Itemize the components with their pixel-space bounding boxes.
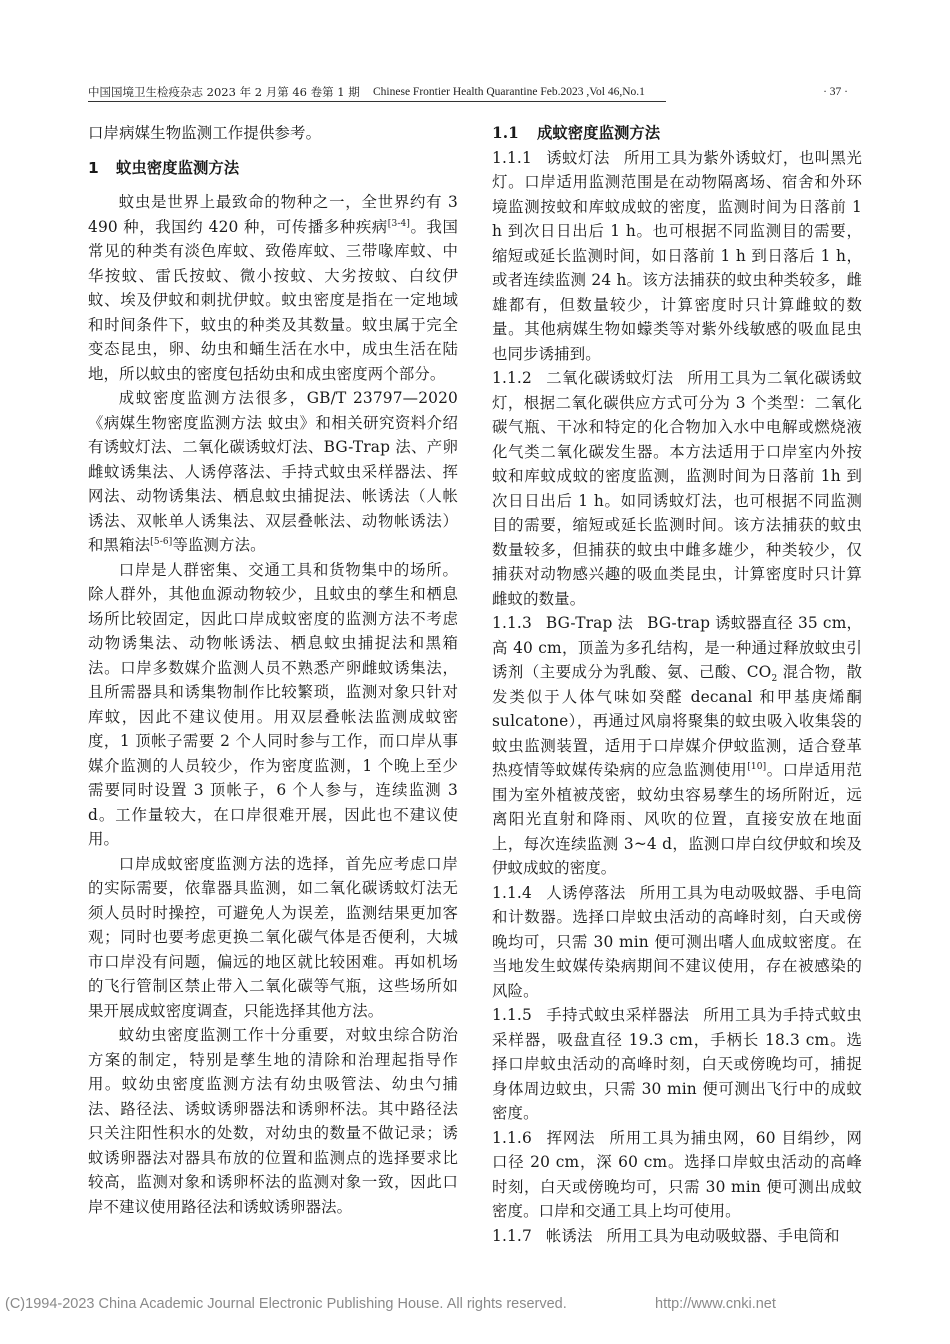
item-text: 所用工具为电动吸蚊器、手电筒和 (606, 1226, 840, 1245)
copyright-notice: (C)1994-2023 China Academic Journal Electronic Publishing House. All rights reserved. (5, 1296, 567, 1312)
method-bed-net (492, 1224, 862, 1249)
header-divider (88, 101, 666, 102)
method-human-landing (492, 881, 862, 1004)
paragraph-adult-methods (88, 386, 458, 558)
section-heading (88, 156, 458, 181)
item-text: 所用工具为手持式蚊虫采样器，吸盘直径 19.3 cm，手柄长 18.3 cm。选择口岸蚊虫活动的高峰时刻，白天或傍晚均可，捕捉身体周边蚊虫，只需 30 min 便可测出飞行中的成蚊密度。 (492, 1006, 862, 1122)
journal-name-en: Chinese Frontier Health Quarantine Feb.2023 ,Vol 46,No.1 (373, 86, 645, 98)
subscript: 2 (771, 674, 778, 685)
citation: [5-6] (150, 536, 173, 547)
footer-site-link[interactable]: http://www.cnki.net (655, 1296, 776, 1312)
item-text: 所用工具为紫外诱蚊灯，也叫黑光灯。口岸适用监测范围是在动物隔离场、宿舍和外环境监测按蚊和库蚊成蚊的密度，监测时间为日落前 1 h 到次日日出后 1 h。也可根据不同监测目的需要，缩短或延长监测时间，如日落前 1 h 到日落后 1 h，或者连续监测 24 h。该方法捕获的蚊虫种类较多，雌雄都有，但数量较少，计算密度时只计算雌蚊的数量。其他病媒生物如蠓类等对紫外线敏感的吸血昆虫也同步诱捕到。 (492, 148, 862, 363)
item-text: 。口岸适用范围为室外植被茂密，蚊幼虫容易孳生的场所附近，远离阳光直射和降雨、风吹的位置，直接安放在地面上，每次连续监测 3~4 d，监测口岸白纹伊蚊和埃及伊蚊成蚊的密度。 (492, 761, 862, 877)
section-number: 1 (88, 158, 99, 177)
item-text: BG-trap 诱蚊器直径 35 cm，高 40 cm，顶盖为多孔结构，是一种通过释放蚊虫引诱剂（主要成分为乳酸、氨、己酸、CO (492, 614, 862, 681)
subsection-heading (492, 121, 862, 146)
method-light-trap (492, 146, 862, 367)
item-number: 1.1.1 (492, 148, 532, 167)
item-text: 所用工具为电动吸蚊器、手电筒和计数器。选择口岸蚊虫活动的高峰时刻，白天或傍晚均可，只需 30 min 便可测出嗜人血成蚊密度。在当地发生蚊媒传染病期间不建议使用，存在被感染的风险。 (492, 883, 862, 1000)
method-bg-trap (492, 611, 862, 881)
paragraph-text: 成蚊密度监测方法很多，GB/T 23797—2020《病媒生物密度监测方法 蚊虫》和相关研究资料介绍有诱蚊灯法、二氧化碳诱蚊灯法、BG-Trap 法、产卵雌蚊诱集法、人诱停落法、手持式蚊虫采样器法、挥网法、动物诱集法、栖息蚊虫捕捉法、帐诱法（人帐诱法、双帐单人诱集法、双层叠帐法、动物帐诱法）和黑箱法 (88, 389, 458, 554)
item-number: 1.1.3 (492, 614, 532, 632)
item-name: 二氧化碳诱蚊灯法 (545, 369, 674, 387)
paragraph-text: 。我国常见的种类有淡色库蚊、致倦库蚊、三带喙库蚊、中华按蚊、雷氏按蚊、微小按蚊、大劣按蚊、白纹伊蚊、埃及伊蚊和刺扰伊蚊。蚊虫密度是指在一定地域和时间条件下，蚊虫的种类及其数量。蚊虫属于完全变态昆虫，卵、幼虫和蛹生活在水中，成虫生活在陆地，所以蚊虫的密度包括幼虫和成虫密度两个部分。 (88, 217, 458, 383)
spacer (88, 180, 458, 190)
item-number: 1.1.7 (492, 1226, 532, 1245)
method-co2-trap (492, 366, 862, 611)
spacer (88, 146, 458, 156)
item-name: BG-Trap 法 (545, 614, 634, 632)
item-number: 1.1.5 (492, 1006, 532, 1024)
paragraph-larva-monitoring: 蚊幼虫密度监测工作十分重要，对蚊虫综合防治方案的制定，特别是孳生地的清除和治理起指导作用。蚊幼虫密度监测方法有幼虫吸管法、幼虫勺捕法、路径法、诱蚊诱卵器法和诱卵杯法。其中路径法只关注阳性积水的处数，对幼虫的数量不做记录；诱蚊诱卵器法对器具布放的位置和监测点的选择要求比较高，监测对象和诱卵杯法的监测对象一致，因此口岸不建议使用路径法和诱蚊诱卵器法。 (88, 1026, 458, 1216)
citation: [10] (747, 761, 767, 772)
item-number: 1.1.6 (492, 1128, 532, 1147)
paragraph-mosquito-species (88, 190, 458, 386)
item-name: 诱蚊灯法 (545, 148, 610, 167)
citation: [3-4] (387, 218, 411, 229)
method-sweep-net (492, 1126, 862, 1224)
item-name: 帐诱法 (545, 1226, 593, 1245)
footer (0, 1296, 950, 1316)
item-name: 人诱停落法 (545, 883, 626, 902)
left-column (88, 121, 458, 1219)
paragraph-text: 等监测方法。 (172, 536, 266, 554)
method-handheld-aspirator (492, 1003, 862, 1126)
item-number: 1.1.2 (492, 369, 532, 387)
item-text: 所用工具为二氧化碳诱蚊灯，根据二氧化碳供应方式可分为 3 个类型：二氧化碳气瓶、干冰和特定的化合物加入水中电解或燃烧液化气类二氧化碳发生器。本方法适用于口岸室内外按蚊和库蚊成蚊的密度监测，监测时间为日落前 1h 到次日日出后 1 h。如同诱蚊灯法，也可根据不同监测目的需要，缩短或延长监测时间。该方法捕获的蚊虫数量较多，但捕获的蚊虫中雌多雄少，种类较少，仅捕获对动物感兴趣的吸血类昆虫，计算密度时只计算雌蚊的数量。 (492, 369, 862, 608)
item-name: 挥网法 (545, 1128, 596, 1147)
right-column (492, 121, 862, 1248)
subsection-title: 成蚊密度监测方法 (537, 124, 661, 142)
journal-name-zh: 中国国境卫生检疫杂志 2023 年 2 月第 46 卷第 1 期 (88, 85, 360, 99)
item-text: 混合物，散发类似于人体气味如癸醛 decanal 和甲基庚烯酮 sulcatone），再通过风扇将聚集的蚊虫吸入收集袋的蚊虫监测装置，适用于口岸媒介伊蚊监测，适合登革热疫情等蚊媒传染病的应急监测使用 (492, 663, 862, 779)
paragraph-port-context: 口岸是人群密集、交通工具和货物集中的场所。除人群外，其他血源动物较少，且蚊虫的孳生和栖息场所比较固定，因此口岸成蚊密度的监测方法不考虑动物诱集法、动物帐诱法、栖息蚊虫捕捉法和黑箱法。口岸多数媒介监测人员不熟悉产卵雌蚊诱集法，且所需器具和诱集物制作比较繁琐，监测对象只针对库蚊，因此不建议使用。用双层叠帐法监测成蚊密度，1 顶帐子需要 2 个人同时参与工作，而口岸从事媒介监测的人员较少，作为密度监测，1 个晚上至少需要同时设置 3 顶帐子，6 个人参与，连续监测 3 d。工作量较大，在口岸很难开展，因此也不建议使用。 (88, 560, 458, 848)
item-number: 1.1.4 (492, 883, 532, 902)
paragraph-text: 蚊虫是世界上最致命的物种之一，全世界约有 3 490 种，我国约 420 种，可传播多种疾病 (88, 193, 458, 236)
subsection-number: 1.1 (492, 124, 519, 142)
paragraph-method-choice: 口岸成蚊密度监测方法的选择，首先应考虑口岸的实际需要，依靠器具监测，如二氧化碳诱蚊灯法无须人员时时操控，可避免人为误差，监测结果更加客观；同时也要考虑更换二氧化碳气体是否便利，大城市口岸没有问题，偏远的地区就比较困难。再如机场的飞行管制区禁止带入二氧化碳等气瓶，这些场所如果开展成蚊密度调查，只能选择其他方法。 (88, 854, 458, 1020)
running-header (88, 82, 868, 102)
page-number: · 37 · (823, 86, 848, 98)
item-text: 所用工具为捕虫网，60 目绢纱，网口径 20 cm，深 60 cm。选择口岸蚊虫活动的高峰时刻，白天或傍晚均可，只需 30 min 便可测出成蚊密度。口岸和交通工具上均可使用。 (492, 1128, 863, 1220)
section-title: 蚊虫密度监测方法 (116, 158, 240, 177)
item-name: 手持式蚊虫采样器法 (545, 1006, 690, 1024)
intro-continuation: 口岸病媒生物监测工作提供参考。 (88, 124, 322, 142)
